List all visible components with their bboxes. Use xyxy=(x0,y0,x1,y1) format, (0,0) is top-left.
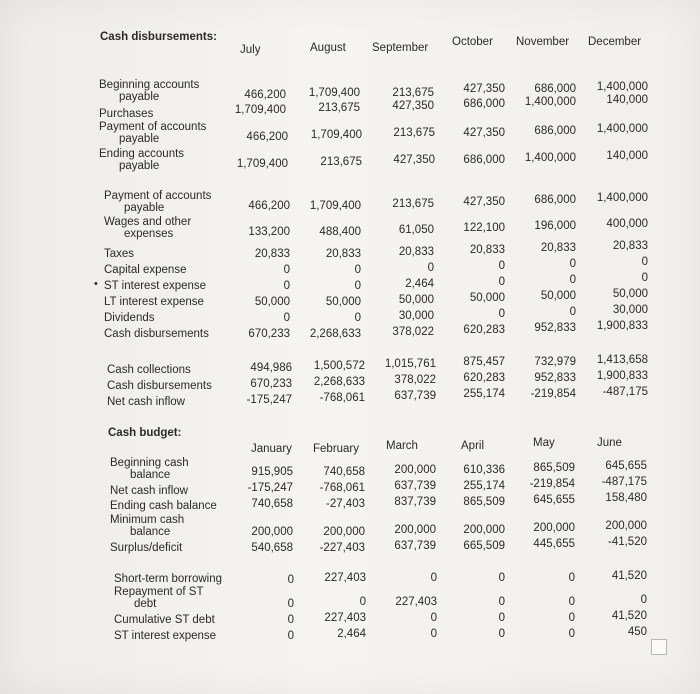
row-wages-and-other-label: Wages and other xyxy=(104,216,192,228)
row-payment-of-accounts-value: 466,200 xyxy=(248,200,290,212)
ending-ap-value: 1,400,000 xyxy=(524,152,576,164)
row-payment-of-accounts-label: Payment of accounts xyxy=(104,190,212,202)
payment-ap-value: 213,675 xyxy=(393,127,435,139)
row-taxes-value: 20,833 xyxy=(254,248,290,260)
budget-net-cash-inflow-value: -175,247 xyxy=(247,482,293,494)
row-capital-expense-value: 0 xyxy=(498,260,505,272)
budget2-st-interest-expense-value: 0 xyxy=(568,628,575,640)
row3-net-cash-inflow-value: -175,247 xyxy=(246,394,292,406)
row-capital-expense-value: 0 xyxy=(427,262,434,274)
budget-beginning-cash-value: 865,509 xyxy=(533,462,575,474)
budget-net-cash-inflow-value: -487,175 xyxy=(601,476,647,488)
row3-cash-collections-value: 1,015,761 xyxy=(384,358,436,370)
ending-ap-value: 686,000 xyxy=(463,154,505,166)
budget2-repayment-of-st-label-cont: debt xyxy=(134,598,157,610)
row-payment-of-accounts-value: 427,350 xyxy=(463,196,505,208)
budget-beginning-cash-value: 740,658 xyxy=(323,466,365,478)
row-taxes-value: 20,833 xyxy=(469,244,505,256)
row-payment-of-accounts-value: 213,675 xyxy=(392,198,434,210)
row3-net-cash-inflow-value: -768,061 xyxy=(319,392,365,404)
row-wages-and-other-value: 488,400 xyxy=(319,226,361,238)
row3-cash-collections-value: 494,986 xyxy=(250,362,292,374)
budget-surplus-deficit-value: -41,520 xyxy=(607,536,647,548)
row-lt-interest-expense-value: 50,000 xyxy=(325,296,361,308)
budget-ending-cash-balance-value: 645,655 xyxy=(533,494,575,506)
row-lt-interest-expense-label: LT interest expense xyxy=(104,296,204,308)
row-cash-disbursements-value: 1,900,833 xyxy=(596,320,648,332)
row-cash-disbursements-value: 378,022 xyxy=(392,326,434,338)
budget-surplus-deficit-value: 445,655 xyxy=(533,538,575,550)
column-header-march: March xyxy=(386,440,418,452)
purchases-value: 1,709,400 xyxy=(234,104,286,116)
row-label-beginning-ap-cont: payable xyxy=(119,91,160,103)
budget-ending-cash-balance-value: 158,480 xyxy=(605,492,647,504)
budget-minimum-cash-value: 200,000 xyxy=(251,526,293,538)
column-header-february: February xyxy=(313,443,360,455)
budget-minimum-cash-value: 200,000 xyxy=(394,524,436,536)
row-dividends-value: 0 xyxy=(498,308,505,320)
column-header-december: December xyxy=(588,36,642,48)
budget-beginning-cash-value: 645,655 xyxy=(605,460,647,472)
row3-cash-disbursements-value: 620,283 xyxy=(463,372,505,384)
budget2-short-term-borrowing-value: 227,403 xyxy=(324,572,366,584)
row-payment-of-accounts-value: 1,400,000 xyxy=(596,192,648,204)
row3-net-cash-inflow-value: 637,739 xyxy=(394,390,436,402)
payment-ap-value: 1,709,400 xyxy=(310,129,362,141)
row-payment-of-accounts-label-cont: payable xyxy=(124,202,165,214)
budget-net-cash-inflow-value: 637,739 xyxy=(394,480,436,492)
row-st-interest-expense-label: ST interest expense xyxy=(104,280,207,292)
row-dividends-value: 0 xyxy=(283,312,290,324)
column-header-october: October xyxy=(452,36,493,48)
row-cash-disbursements-value: 952,833 xyxy=(534,322,576,334)
budget-ending-cash-balance-value: 740,658 xyxy=(251,498,293,510)
budget2-repayment-of-st-value: 0 xyxy=(498,596,505,608)
row-wages-and-other-value: 196,000 xyxy=(534,220,576,232)
budget-surplus-deficit-value: 540,658 xyxy=(251,542,293,554)
checkbox-icon[interactable] xyxy=(651,639,667,655)
beginning-ap-value: 213,675 xyxy=(392,87,434,99)
budget-surplus-deficit-value: 665,509 xyxy=(463,540,505,552)
budget-ending-cash-balance-label: Ending cash balance xyxy=(110,500,217,512)
budget-minimum-cash-value: 200,000 xyxy=(605,520,647,532)
row-capital-expense-value: 0 xyxy=(641,256,648,268)
row-st-interest-expense-value: 0 xyxy=(641,272,648,284)
column-header-april: April xyxy=(461,440,485,452)
budget2-repayment-of-st-value: 0 xyxy=(640,594,647,606)
row3-net-cash-inflow-value: -487,175 xyxy=(602,386,648,398)
row-capital-expense-value: 0 xyxy=(354,264,361,276)
purchases-value: 1,400,000 xyxy=(524,96,576,108)
budget-beginning-cash-value: 610,336 xyxy=(463,464,505,476)
row-wages-and-other-label-cont: expenses xyxy=(124,228,174,240)
row-st-interest-expense-value: 0 xyxy=(283,280,290,292)
row3-net-cash-inflow-value: 255,174 xyxy=(463,388,505,400)
purchases-value: 213,675 xyxy=(318,102,360,114)
budget2-cumulative-st-debt-value: 0 xyxy=(568,612,575,624)
row3-cash-disbursements-value: 670,233 xyxy=(250,378,292,390)
budget2-short-term-borrowing-label: Short-term borrowing xyxy=(114,573,223,585)
purchases-value: 686,000 xyxy=(463,98,505,110)
budget-net-cash-inflow-value: -768,061 xyxy=(319,482,365,494)
budget2-st-interest-expense-value: 0 xyxy=(287,630,294,642)
column-header-july: July xyxy=(240,44,261,56)
row3-cash-collections-value: 1,413,658 xyxy=(596,354,648,366)
row-capital-expense-label: Capital expense xyxy=(104,264,187,276)
budget2-cumulative-st-debt-value: 0 xyxy=(430,612,437,624)
ending-ap-value: 140,000 xyxy=(606,150,648,162)
row-dividends-label: Dividends xyxy=(104,312,155,324)
row3-cash-disbursements-value: 1,900,833 xyxy=(596,370,648,382)
row3-net-cash-inflow-label: Net cash inflow xyxy=(107,396,185,408)
budget2-st-interest-expense-value: 0 xyxy=(430,628,437,640)
budget2-short-term-borrowing-value: 0 xyxy=(287,574,294,586)
row-taxes-value: 20,833 xyxy=(398,246,434,258)
beginning-ap-value: 466,200 xyxy=(244,89,286,101)
beginning-ap-value: 427,350 xyxy=(463,83,505,95)
payment-ap-value: 427,350 xyxy=(463,127,505,139)
row-wages-and-other-value: 122,100 xyxy=(463,222,505,234)
beginning-ap-value: 1,709,400 xyxy=(308,87,360,99)
budget2-repayment-of-st-value: 0 xyxy=(568,596,575,608)
row-dividends-value: 0 xyxy=(354,312,361,324)
budget2-short-term-borrowing-value: 41,520 xyxy=(611,570,647,582)
column-header-august: August xyxy=(310,42,346,54)
budget2-cumulative-st-debt-value: 41,520 xyxy=(611,610,647,622)
row-dividends-value: 0 xyxy=(569,306,576,318)
row-st-interest-expense-value: 0 xyxy=(498,276,505,288)
row3-cash-disbursements-value: 378,022 xyxy=(394,374,436,386)
budget-beginning-cash-label-cont: balance xyxy=(130,469,171,481)
row3-cash-collections-value: 732,979 xyxy=(534,356,576,368)
row-st-interest-expense-value: 0 xyxy=(354,280,361,292)
row-capital-expense-value: 0 xyxy=(283,264,290,276)
row-lt-interest-expense-value: 50,000 xyxy=(469,292,505,304)
purchases-value: 427,350 xyxy=(392,100,434,112)
row-payment-of-accounts-value: 1,709,400 xyxy=(309,200,361,212)
row3-cash-collections-value: 875,457 xyxy=(463,356,505,368)
row-st-interest-expense-value: 0 xyxy=(569,274,576,286)
beginning-ap-value: 686,000 xyxy=(534,83,576,95)
ending-ap-value: 1,709,400 xyxy=(236,158,288,170)
row-lt-interest-expense-value: 50,000 xyxy=(398,294,434,306)
budget2-short-term-borrowing-value: 0 xyxy=(430,572,437,584)
budget-surplus-deficit-value: 637,739 xyxy=(394,540,436,552)
budget-ending-cash-balance-value: 837,739 xyxy=(394,496,436,508)
budget2-cumulative-st-debt-value: 0 xyxy=(498,612,505,624)
ending-ap-value: 213,675 xyxy=(320,156,362,168)
row-cash-disbursements-label: Cash disbursements xyxy=(104,328,209,340)
budget2-st-interest-expense-value: 450 xyxy=(627,626,647,638)
budget-beginning-cash-label: Beginning cash xyxy=(110,457,189,469)
budget2-cumulative-st-debt-value: 227,403 xyxy=(324,612,366,624)
budget-surplus-deficit-label: Surplus/deficit xyxy=(110,542,183,554)
budget-net-cash-inflow-value: -219,854 xyxy=(529,478,575,490)
ending-ap-value: 427,350 xyxy=(393,154,435,166)
budget-net-cash-inflow-label: Net cash inflow xyxy=(110,485,188,497)
row-lt-interest-expense-value: 50,000 xyxy=(540,290,576,302)
section-title-disbursements: Cash disbursements: xyxy=(100,31,217,43)
row-label-purchases: Purchases xyxy=(99,108,154,120)
budget2-short-term-borrowing-value: 0 xyxy=(568,572,575,584)
budget2-st-interest-expense-value: 2,464 xyxy=(337,628,366,640)
budget-surplus-deficit-value: -227,403 xyxy=(319,542,365,554)
row-lt-interest-expense-value: 50,000 xyxy=(612,288,648,300)
payment-ap-value: 466,200 xyxy=(246,131,288,143)
row-wages-and-other-value: 400,000 xyxy=(606,218,648,230)
budget2-repayment-of-st-label: Repayment of ST xyxy=(114,586,204,598)
budget2-st-interest-expense-value: 0 xyxy=(498,628,505,640)
purchases-value: 140,000 xyxy=(606,94,648,106)
row3-cash-disbursements-label: Cash disbursements xyxy=(107,380,212,392)
budget2-short-term-borrowing-value: 0 xyxy=(498,572,505,584)
row-label-ending-ap: Ending accounts xyxy=(99,148,185,160)
payment-ap-value: 686,000 xyxy=(534,125,576,137)
row3-cash-collections-value: 1,500,572 xyxy=(313,360,365,372)
budget2-cumulative-st-debt-value: 0 xyxy=(287,614,294,626)
budget-minimum-cash-value: 200,000 xyxy=(323,526,365,538)
budget-net-cash-inflow-value: 255,174 xyxy=(463,480,505,492)
column-header-january: January xyxy=(251,443,292,455)
row-lt-interest-expense-value: 50,000 xyxy=(254,296,290,308)
budget-ending-cash-balance-value: -27,403 xyxy=(325,498,365,510)
row3-cash-collections-label: Cash collections xyxy=(107,364,191,376)
budget2-cumulative-st-debt-label: Cumulative ST debt xyxy=(114,614,215,626)
row-dividends-value: 30,000 xyxy=(612,304,648,316)
column-header-june: June xyxy=(597,437,622,449)
row-label-ending-ap-cont: payable xyxy=(119,160,160,172)
row-taxes-value: 20,833 xyxy=(612,240,648,252)
row-wages-and-other-value: 61,050 xyxy=(398,224,434,236)
section-title-budget: Cash budget: xyxy=(108,427,182,439)
row-label-payment-ap-cont: payable xyxy=(119,133,160,145)
column-header-september: September xyxy=(372,42,429,54)
column-header-november: November xyxy=(516,36,570,48)
row-cash-disbursements-value: 2,268,633 xyxy=(309,328,361,340)
payment-ap-value: 1,400,000 xyxy=(596,123,648,135)
row-taxes-label: Taxes xyxy=(104,248,135,260)
budget-minimum-cash-value: 200,000 xyxy=(463,524,505,536)
budget-minimum-cash-value: 200,000 xyxy=(533,522,575,534)
budget-beginning-cash-value: 200,000 xyxy=(394,464,436,476)
row-cash-disbursements-value: 670,233 xyxy=(248,328,290,340)
row3-cash-disbursements-value: 952,833 xyxy=(534,372,576,384)
row-capital-expense-value: 0 xyxy=(569,258,576,270)
row-taxes-value: 20,833 xyxy=(540,242,576,254)
budget-ending-cash-balance-value: 865,509 xyxy=(463,496,505,508)
budget-beginning-cash-value: 915,905 xyxy=(251,466,293,478)
budget2-repayment-of-st-value: 227,403 xyxy=(395,596,437,608)
budget-minimum-cash-label: Minimum cash xyxy=(110,514,185,526)
row3-net-cash-inflow-value: -219,854 xyxy=(530,388,576,400)
row-label-beginning-ap: Beginning accounts xyxy=(99,79,200,91)
column-header-may: May xyxy=(533,437,555,449)
row-label-payment-ap: Payment of accounts xyxy=(99,121,207,133)
budget2-repayment-of-st-value: 0 xyxy=(287,598,294,610)
budget2-st-interest-expense-label: ST interest expense xyxy=(114,630,217,642)
row-payment-of-accounts-value: 686,000 xyxy=(534,194,576,206)
row-wages-and-other-value: 133,200 xyxy=(248,226,290,238)
row3-cash-disbursements-value: 2,268,633 xyxy=(313,376,365,388)
row-taxes-value: 20,833 xyxy=(325,248,361,260)
bullet-marker: • xyxy=(94,278,98,290)
beginning-ap-value: 1,400,000 xyxy=(596,81,648,93)
row-st-interest-expense-value: 2,464 xyxy=(405,278,434,290)
row-dividends-value: 30,000 xyxy=(398,310,434,322)
budget2-repayment-of-st-value: 0 xyxy=(359,596,366,608)
budget-minimum-cash-label-cont: balance xyxy=(130,526,171,538)
row-cash-disbursements-value: 620,283 xyxy=(463,324,505,336)
